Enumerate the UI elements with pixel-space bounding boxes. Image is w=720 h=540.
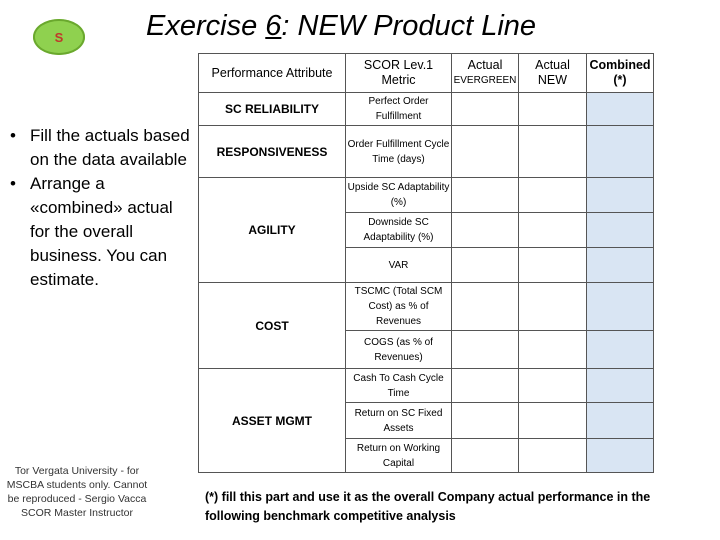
new-cell[interactable] bbox=[519, 213, 587, 248]
footnote: (*) fill this part and use it as the overall Company actual performance in the following benchmark competitive analysis bbox=[205, 490, 651, 523]
attribute-agility: AGILITY bbox=[199, 178, 346, 283]
evergreen-cell[interactable] bbox=[452, 369, 519, 403]
evergreen-cell[interactable] bbox=[452, 178, 519, 213]
header-combined: Combined (*) bbox=[587, 54, 654, 93]
metric-cell: Return on SC Fixed Assets bbox=[346, 403, 452, 439]
header-metric: SCOR Lev.1 Metric bbox=[346, 54, 452, 93]
title-suffix: : NEW Product Line bbox=[281, 10, 537, 42]
combined-cell[interactable] bbox=[587, 93, 654, 126]
logo bbox=[33, 19, 85, 55]
header-performance-attribute: Performance Attribute bbox=[199, 54, 346, 93]
attribute-responsiveness: RESPONSIVENESS bbox=[199, 126, 346, 178]
evergreen-cell[interactable] bbox=[452, 331, 519, 369]
instruction-item: • Fill the actuals based on the data available bbox=[6, 124, 192, 172]
table-row bbox=[199, 126, 654, 178]
table-row bbox=[199, 178, 654, 213]
title-prefix: Exercise bbox=[146, 10, 266, 42]
new-cell[interactable] bbox=[519, 331, 587, 369]
header-actual-label: Actual bbox=[467, 58, 503, 72]
metric-cell: VAR bbox=[346, 248, 452, 283]
combined-cell[interactable] bbox=[587, 331, 654, 369]
table-row bbox=[199, 93, 654, 126]
new-cell[interactable] bbox=[519, 283, 587, 331]
combined-cell[interactable] bbox=[587, 283, 654, 331]
table-header-row bbox=[199, 54, 654, 93]
combined-cell[interactable] bbox=[587, 369, 654, 403]
header-evergreen-label: EVERGREEN bbox=[453, 75, 517, 86]
new-cell[interactable] bbox=[519, 93, 587, 126]
metric-cell: TSCMC (Total SCM Cost) as % of Revenues bbox=[346, 283, 452, 331]
metric-cell: Cash To Cash Cycle Time bbox=[346, 369, 452, 403]
logo-letter: S bbox=[54, 29, 64, 45]
combined-cell[interactable] bbox=[587, 439, 654, 473]
evergreen-cell[interactable] bbox=[452, 213, 519, 248]
metric-cell: Order Fulfillment Cycle Time (days) bbox=[346, 126, 452, 178]
new-cell[interactable] bbox=[519, 439, 587, 473]
metric-cell: Upside SC Adaptability (%) bbox=[346, 178, 452, 213]
header-actual-new: Actual NEW bbox=[519, 54, 587, 93]
page-title bbox=[146, 10, 536, 43]
header-actual-evergreen bbox=[452, 54, 519, 93]
combined-cell[interactable] bbox=[587, 126, 654, 178]
attribute-cost: COST bbox=[199, 283, 346, 369]
table-row bbox=[199, 283, 654, 331]
new-cell[interactable] bbox=[519, 248, 587, 283]
scor-metrics-table bbox=[198, 53, 654, 473]
new-cell[interactable] bbox=[519, 126, 587, 178]
evergreen-cell[interactable] bbox=[452, 403, 519, 439]
instruction-item: • Arrange a «combined» actual for the overall business. You can estimate. bbox=[6, 172, 192, 292]
copyright-note: Tor Vergata University - for MSCBA students only. Cannot be reproduced - Sergio Vacca SCOR Master Instructor bbox=[6, 465, 148, 519]
new-cell[interactable] bbox=[519, 369, 587, 403]
combined-cell[interactable] bbox=[587, 403, 654, 439]
instruction-list bbox=[6, 124, 192, 292]
new-cell[interactable] bbox=[519, 178, 587, 213]
combined-cell[interactable] bbox=[587, 248, 654, 283]
evergreen-cell[interactable] bbox=[452, 283, 519, 331]
combined-cell[interactable] bbox=[587, 213, 654, 248]
evergreen-cell[interactable] bbox=[452, 439, 519, 473]
new-cell[interactable] bbox=[519, 403, 587, 439]
metric-cell: Return on Working Capital bbox=[346, 439, 452, 473]
evergreen-cell[interactable] bbox=[452, 93, 519, 126]
evergreen-cell[interactable] bbox=[452, 126, 519, 178]
metric-cell: Perfect Order Fulfillment bbox=[346, 93, 452, 126]
metric-cell: COGS (as % of Revenues) bbox=[346, 331, 452, 369]
attribute-reliability: SC RELIABILITY bbox=[199, 93, 346, 126]
table-row bbox=[199, 369, 654, 403]
combined-cell[interactable] bbox=[587, 178, 654, 213]
evergreen-cell[interactable] bbox=[452, 248, 519, 283]
metric-cell: Downside SC Adaptability (%) bbox=[346, 213, 452, 248]
title-number: 6 bbox=[265, 10, 282, 42]
attribute-asset: ASSET MGMT bbox=[199, 369, 346, 473]
